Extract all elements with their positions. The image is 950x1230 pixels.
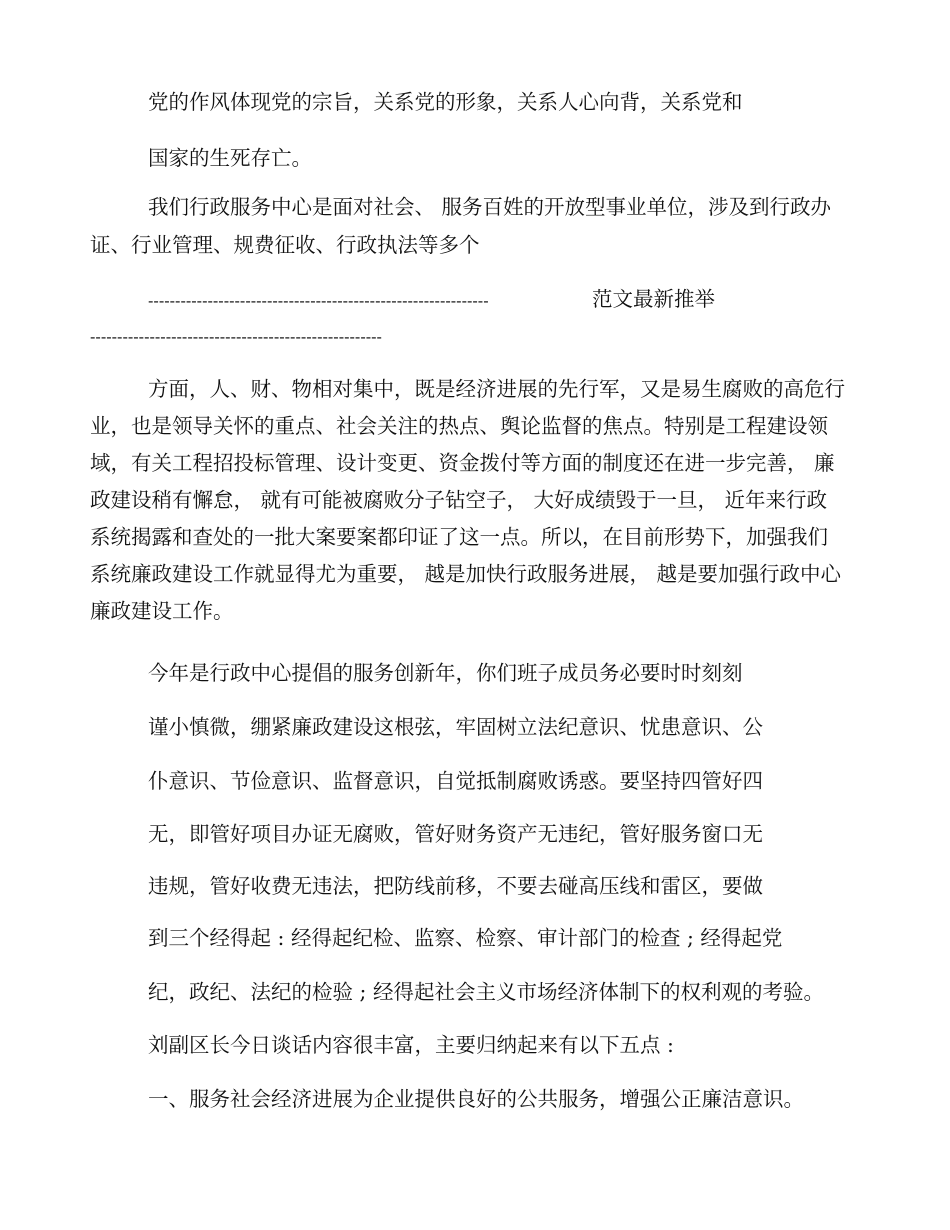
paragraph-4-line-4: 无，即管好项目办证无腐败，管好财务资产无违纪，管好服务窗口无 [148, 822, 763, 846]
paragraph-2-line-2: 证、行业管理、规费征收、行政执法等多个 [90, 233, 480, 257]
paragraph-3-line-7: 廉政建设工作。 [90, 599, 234, 623]
paragraph-4-line-7: 纪，政纪、法纪的检验 ; 经得起社会主义市场经济体制下的权利观的考验。 [148, 980, 824, 1004]
separator-title: 范文最新推举 [592, 287, 715, 311]
paragraph-3-line-4: 政建设稍有懈怠， 就有可能被腐败分子钻空子， 大好成绩毁于一旦， 近年来行政 [90, 488, 828, 512]
paragraph-3-line-1: 方面，人、财、物相对集中，既是经济进展的先行军，又是易生腐败的高危行 [148, 377, 845, 401]
separator-dashes-1: --------------------------------------------------------------- [148, 291, 489, 310]
paragraph-6-line-1: 一、服务社会经济进展为企业提供良好的公共服务，增强公正廉洁意识。 [148, 1087, 804, 1111]
paragraph-1-line-2: 国家的生死存亡。 [148, 146, 312, 170]
paragraph-1-line-1: 党的作风体现党的宗旨，关系党的形象，关系人心向背，关系党和 [148, 90, 743, 114]
separator-dashes-2: ------------------------------------------------------ [90, 327, 382, 346]
paragraph-4-line-3: 仆意识、节俭意识、监督意识，自觉抵制腐败诱惑。要坚持四管好四 [148, 769, 763, 793]
paragraph-4-line-2: 谨小慎微，绷紧廉政建设这根弦，牢固树立法纪意识、忧患意识、公 [148, 715, 763, 739]
paragraph-3-line-2: 业，也是领导关怀的重点、社会关注的热点、舆论监督的焦点。特别是工程建设领 [90, 414, 828, 438]
paragraph-2-line-1: 我们行政服务中心是面对社会、 服务百姓的开放型事业单位，涉及到行政办 [148, 195, 832, 219]
paragraph-4-line-6: 到三个经得起 : 经得起纪检、监察、检察、审计部门的检查 ; 经得起党 [148, 926, 783, 950]
paragraph-3-line-5: 系统揭露和查处的一批大案要案都印证了这一点。所以，在目前形势下，加强我们 [90, 525, 828, 549]
paragraph-4-line-1: 今年是行政中心提倡的服务创新年，你们班子成员务必要时时刻刻 [148, 661, 743, 685]
paragraph-4-line-5: 违规，管好收费无违法，把防线前移，不要去碰高压线和雷区，要做 [148, 874, 763, 898]
paragraph-3-line-6: 系统廉政建设工作就显得尤为重要， 越是加快行政服务进展， 越是要加强行政中心 [90, 562, 842, 586]
paragraph-5-line-1: 刘副区长今日谈话内容很丰富，主要归纳起来有以下五点 : [148, 1033, 674, 1057]
paragraph-3-line-3: 域，有关工程招投标管理、设计变更、资金拨付等方面的制度还在进一步完善， 廉 [90, 451, 835, 475]
